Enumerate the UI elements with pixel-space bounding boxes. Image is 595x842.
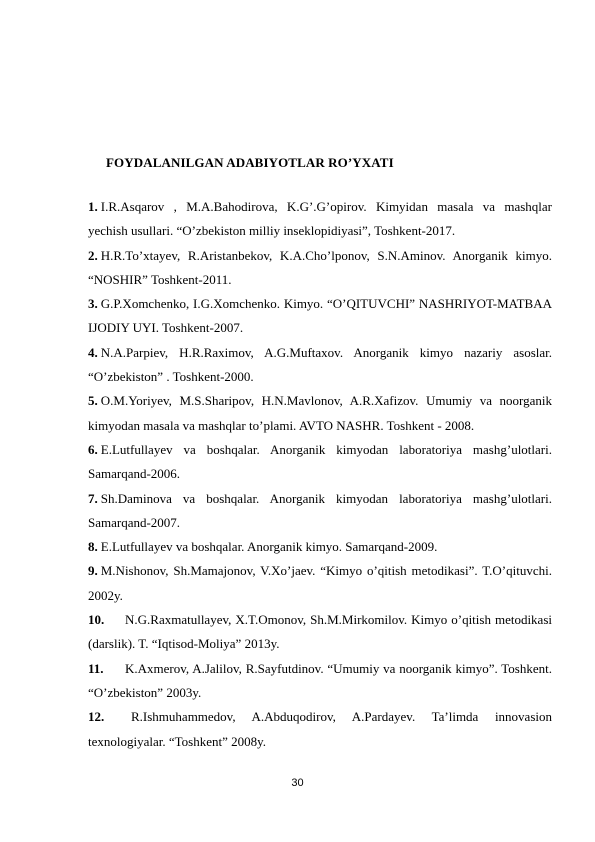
reference-list — [88, 195, 552, 754]
reference-item — [88, 292, 552, 341]
reference-item — [88, 487, 552, 536]
reference-item — [88, 657, 552, 706]
reference-number: 8. — [88, 539, 98, 555]
reference-number: 6. — [88, 441, 98, 457]
reference-text: N.G.Raxmatullayev, X.T.Omonov, Sh.M.Mirkomilov. Kimyo o’qitish metodikasi (darslik). T. “Iqtisod-Moliya” 2013y. — [88, 612, 552, 652]
reference-text: G.P.Xomchenko, I.G.Xomchenko. Kimyo. “O’QITUVCHI” NASHRIYOT-MATBAA IJODIY UYI. Toshkent-2007. — [88, 296, 552, 336]
reference-item — [88, 195, 552, 244]
reference-number: 9. — [88, 563, 98, 579]
reference-text: E.Lutfullayev va boshqalar. Anorganik kimyo. Samarqand-2009. — [100, 539, 438, 555]
reference-number: 10. — [88, 612, 105, 628]
reference-item — [88, 705, 552, 754]
reference-item — [88, 244, 552, 293]
reference-text: M.Nishonov, Sh.Mamajonov, V.Xo’jaev. “Kimyo o’qitish metodikasi”. T.O’qituvchi. 2002y. — [88, 563, 552, 603]
reference-text: H.R.To’xtayev, R.Aristanbekov, K.A.Cho’lponov, S.N.Aminov. Anorganik kimyo. “NOSHIR” Toshkent-2011. — [88, 247, 552, 287]
reference-item — [88, 535, 552, 559]
reference-text: N.A.Parpiev, H.R.Raximov, A.G.Muftaxov. Anorganik kimyo nazariy asoslar. “O’zbekiston” . Toshkent-2000. — [88, 344, 552, 385]
reference-item — [88, 608, 552, 657]
reference-number: 1. — [88, 199, 98, 214]
reference-number: 3. — [88, 296, 98, 312]
reference-item — [88, 438, 552, 487]
reference-item — [88, 341, 552, 390]
reference-number: 7. — [88, 490, 98, 506]
reference-number: 2. — [88, 247, 98, 263]
reference-text: E.Lutfullayev va boshqalar. Anorganik kimyodan laboratoriya mashg’ulotlari. Samarqand-2006. — [88, 441, 552, 482]
reference-number: 12. — [88, 709, 105, 725]
reference-text: R.Ishmuhammedov, A.Abduqodirov, A.Pardayev. Ta’limda innovasion texnologiyalar. “Toshkent” 2008y. — [88, 709, 552, 749]
reference-item — [88, 559, 552, 608]
page-title: FOYDALANILGAN ADABIYOTLAR RO’YXATI — [106, 155, 394, 170]
reference-number: 11. — [88, 660, 104, 676]
reference-number: 5. — [88, 393, 98, 409]
reference-number: 4. — [88, 344, 98, 360]
reference-text: I.R.Asqarov , M.A.Bahodirova, K.G’.G’opirov. Kimyidan masala va mashqlar yechish usullari. “O’zbekiston milliy inseklopidiyasi”, Toshkent-2017. — [88, 199, 552, 239]
reference-text: O.M.Yoriyev, M.S.Sharipov, H.N.Mavlonov, A.R.Xafizov. Umumiy va noorganik kimyodan masala va mashqlar to’plami. AVTO NASHR. Toshkent - 2008. — [88, 393, 552, 433]
reference-text: Sh.Daminova va boshqalar. Anorganik kimyodan laboratoriya mashg’ulotlari. Samarqand-2007. — [88, 490, 552, 530]
reference-item — [88, 389, 552, 438]
page-number: 30 — [291, 777, 304, 789]
reference-text: K.Axmerov, A.Jalilov, R.Sayfutdinov. “Umumiy va noorganik kimyo”. Toshkent. “O’zbekiston” 2003y. — [88, 660, 552, 700]
